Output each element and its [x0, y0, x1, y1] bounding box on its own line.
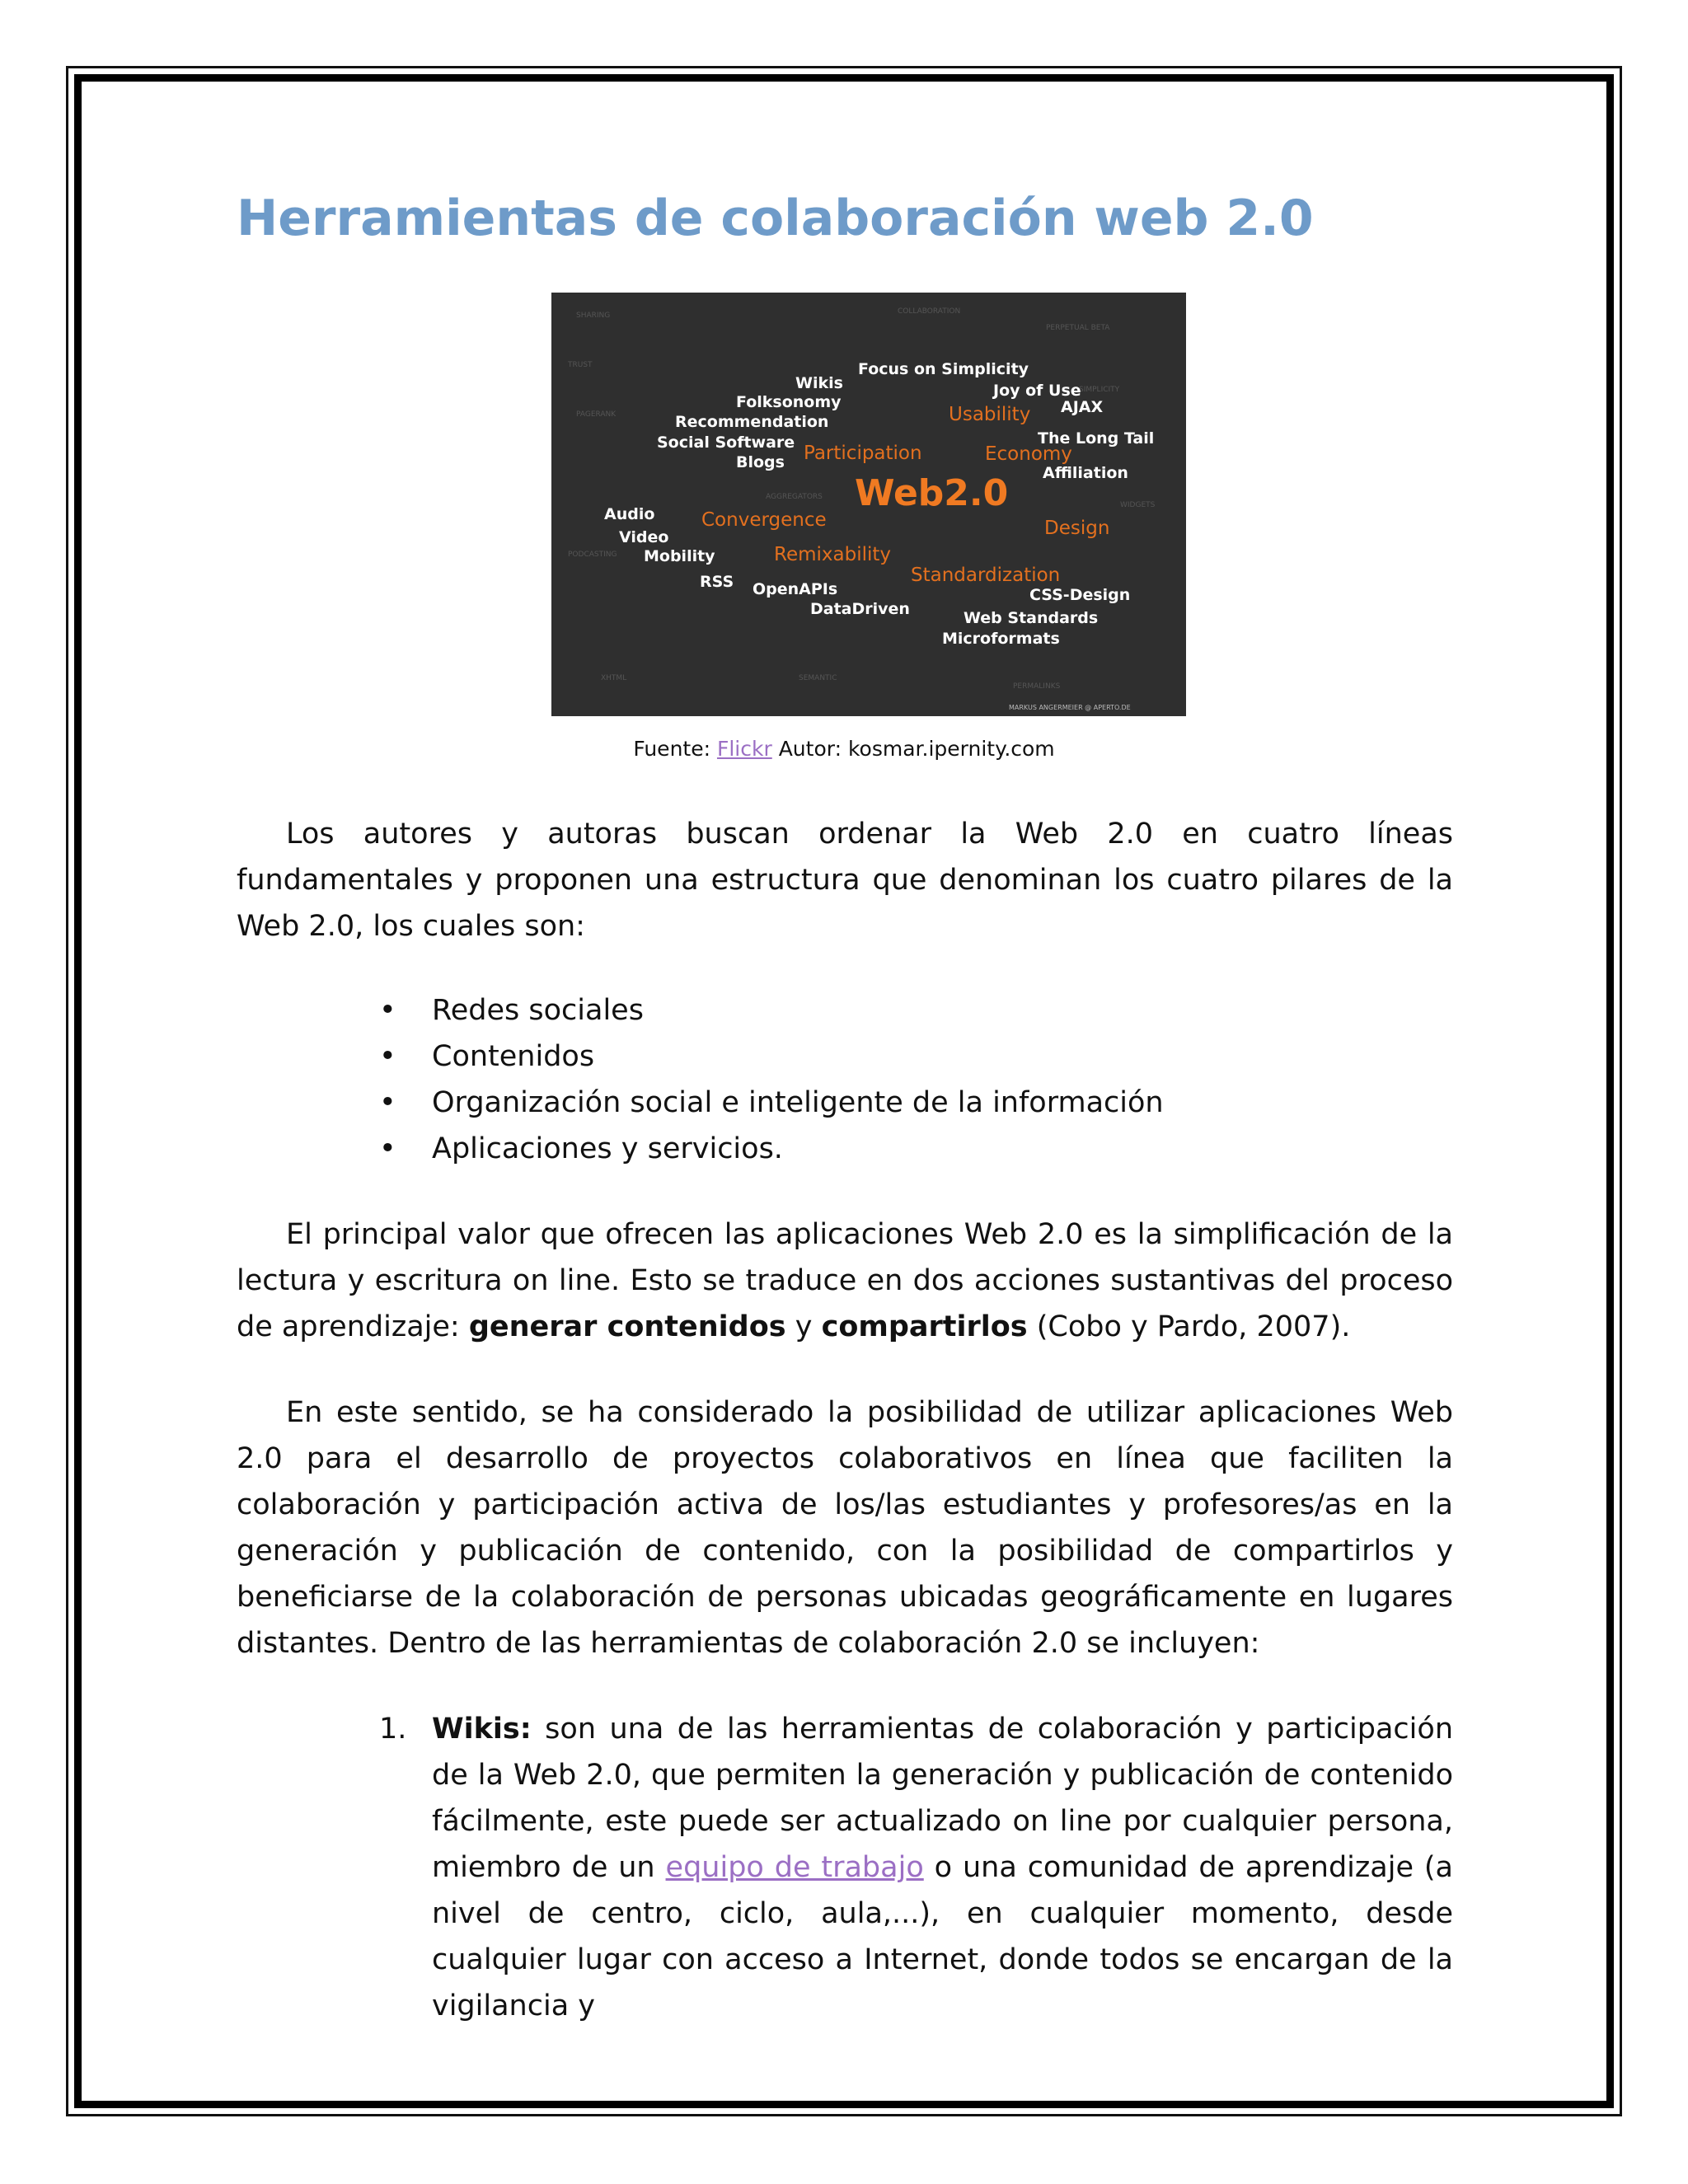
tag-economy: Economy	[985, 443, 1072, 465]
paragraph-value: El principal valor que ofrecen las aplicaciones Web 2.0 es la simplificación de la lectura y escritura on line. Esto se traduce en dos acciones sustantivas del proceso de aprendizaje: generar contenidos y compartirlos (Cobo y Pardo, 2007).	[237, 1218, 1453, 1343]
tag-joy-of-use: Joy of Use	[993, 382, 1081, 400]
tag-microformats: Microformats	[942, 630, 1060, 648]
list-item: • Contenidos	[379, 1040, 595, 1073]
tag-affiliation: Affiliation	[1043, 464, 1128, 482]
svg-text:SHARING: SHARING	[576, 312, 611, 320]
tag-convergence: Convergence	[701, 509, 827, 531]
tag-datadriven: DataDriven	[810, 600, 910, 618]
tag-rss: RSS	[700, 573, 734, 591]
tag-web20: Web2.0	[855, 472, 1009, 514]
tag-openapis: OpenAPIs	[753, 580, 838, 598]
paragraph-collaboration: En este sentido, se ha considerado la posibilidad de utilizar aplicaciones Web 2.0 para el desarrollo de proyectos colaborativos en línea que faciliten la colaboración y participación activa de los/las estudiantes y profesores/as en la generación y publicación de contenido, con la posibilidad de compartirlos y beneficiarse de la colaboración de personas ubicadas geográficamente en lugares distantes. Dentro de las herramientas de colaboración 2.0 se incluyen:	[237, 1396, 1453, 1660]
list-item: • Organización social e inteligente de la información	[379, 1086, 1164, 1119]
tag-focus-on-simplicity: Focus on Simplicity	[858, 360, 1029, 378]
tag-the-long-tail: The Long Tail	[1038, 429, 1155, 448]
image-credit: MARKUS ANGERMEIER @ APERTO.DE	[1009, 704, 1131, 711]
image-caption: Fuente: Flickr Autor: kosmar.ipernity.com	[633, 737, 1055, 761]
svg-text:SEMANTIC: SEMANTIC	[799, 674, 837, 682]
svg-text:WIDGETS: WIDGETS	[1120, 501, 1156, 509]
tag-mobility: Mobility	[644, 547, 715, 565]
svg-text:AGGREGATORS: AGGREGATORS	[766, 493, 823, 501]
svg-text:XHTML: XHTML	[601, 674, 627, 682]
tag-video: Video	[619, 528, 669, 546]
web20-tag-cloud-image	[551, 293, 1186, 716]
svg-text:COLLABORATION: COLLABORATION	[898, 307, 961, 316]
tag-remixability: Remixability	[774, 544, 891, 565]
svg-text:TRUST: TRUST	[568, 361, 593, 369]
tag-audio: Audio	[604, 505, 655, 523]
paragraph-intro: Los autores y autoras buscan ordenar la Web 2.0 en cuatro líneas fundamentales y proponen una estructura que denominan los cuatro pilares de la Web 2.0, los cuales son:	[237, 818, 1453, 943]
tag-recommendation: Recommendation	[675, 413, 829, 431]
svg-text:PERMALINKS: PERMALINKS	[1013, 682, 1061, 691]
tag-blogs: Blogs	[736, 453, 785, 471]
svg-text:PODCASTING: PODCASTING	[568, 551, 617, 559]
list-item: • Aplicaciones y servicios.	[379, 1132, 783, 1165]
tag-wikis: Wikis	[795, 374, 843, 392]
svg-text:SIMPLICITY: SIMPLICITY	[1079, 386, 1120, 394]
equipo-de-trabajo-link[interactable]: equipo de trabajo	[665, 1851, 924, 1884]
tag-social-software: Social Software	[657, 434, 795, 452]
svg-text:PERPETUAL BETA: PERPETUAL BETA	[1046, 324, 1110, 332]
list-item: • Redes sociales	[379, 994, 644, 1027]
tag-ajax: AJAX	[1061, 398, 1104, 416]
tag-web-standards: Web Standards	[964, 609, 1099, 627]
svg-text:PAGERANK: PAGERANK	[576, 410, 617, 419]
page-title: Herramientas de colaboración web 2.0	[237, 190, 1314, 247]
tag-participation: Participation	[804, 443, 922, 464]
flickr-link[interactable]: Flickr	[716, 737, 772, 761]
pillars-list	[379, 987, 1164, 1172]
numbered-item-wikis: 1. Wikis: son una de las herramientas de colaboración y participación de la Web 2.0, que permiten la generación y publicación de contenido fácilmente, este puede ser actualizado on line por cualquier persona, miembro de un equipo de trabajo o una comunidad de aprendizaje (a nivel de centro, ciclo, aula,...), en cualquier momento, desde cualquier lugar con acceso a Internet, donde todos se encargan de la vigilancia y	[379, 1713, 1453, 2022]
tag-folksonomy: Folksonomy	[736, 393, 842, 411]
tag-standardization: Standardization	[911, 565, 1061, 586]
tag-design: Design	[1044, 518, 1110, 539]
tag-usability: Usability	[949, 404, 1031, 425]
tag-css-design: CSS-Design	[1029, 586, 1131, 604]
